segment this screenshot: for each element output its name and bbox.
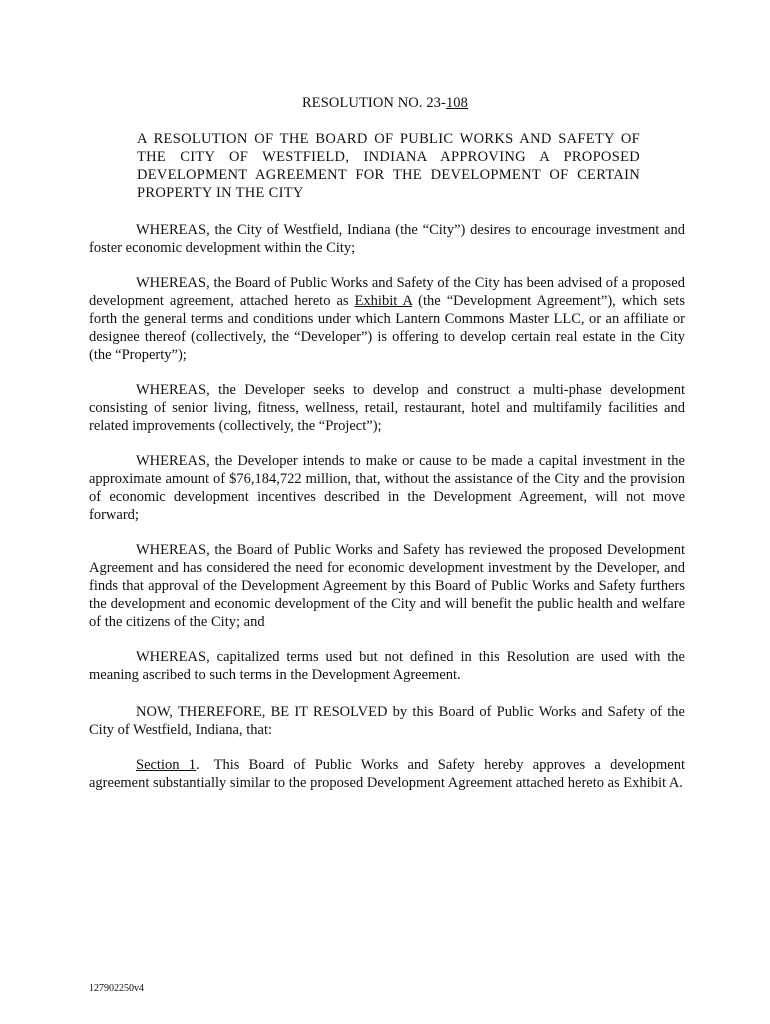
resolution-title [0,94,770,112]
whereas-paragraph-4: WHEREAS, the Developer intends to make or cause to be made a capital investment in the approximate amount of $76,184,722 million, that, without the assistance of the City and the provision of economic development incentives described in the Development Agreement, will not move forward; [89,453,685,523]
whereas-paragraph-6: WHEREAS, capitalized terms used but not defined in this Resolution are used with the meaning ascribed to such terms in the Development Agreement. [89,649,685,683]
document-footer-code: 127902250v4 [89,983,144,994]
whereas-paragraph-5: WHEREAS, the Board of Public Works and Safety has reviewed the proposed Development Agreement and has considered the need for economic development investment by the Developer, and finds that approval of the Development Agreement by this Board of Public Works and Safety furthers the development and economic development of the City and will benefit the public health and welfare of the citizens of the City; and [89,542,685,630]
section-1-punct: . [196,757,200,773]
whereas-paragraph-2 [89,274,685,364]
whereas-paragraph-1: WHEREAS, the City of Westfield, Indiana (the “City”) desires to encourage investment and foster economic development within the City; [89,222,685,256]
paragraph-2-text-after: (the “Development Agreement”), which sets forth the general terms and conditions under which Lantern Commons Master LLC, or an affiliate or designee thereof (collectively, the “Developer”) is offering to develop certain real estate in the City (the “Property”); [89,293,685,363]
resolved-paragraph: NOW, THEREFORE, BE IT RESOLVED by this Board of Public Works and Safety of the City of Westfield, Indiana, that: [89,704,685,738]
title-prefix: RESOLUTION NO. 23- [301,95,446,111]
whereas-paragraph-3: WHEREAS, the Developer seeks to develop and construct a multi-phase development consisting of senior living, fitness, wellness, retail, restaurant, hotel and multifamily facilities and related improvements (collectively, the “Project”); [89,382,685,434]
section-1-paragraph [89,756,685,792]
exhibit-a-reference: Exhibit A [354,293,413,309]
section-1-label: Section 1 [136,757,197,773]
section-1-text: This Board of Public Works and Safety hereby approves a development agreement substantially similar to the proposed Development Agreement attached hereto as Exhibit A. [89,757,685,791]
paragraph-2-text-before: WHEREAS, the Board of Public Works and Safety of the City has been advised of a proposed development agreement, attached hereto as [89,275,685,309]
resolution-heading: A RESOLUTION OF THE BOARD OF PUBLIC WORKS AND SAFETY OF THE CITY OF WESTFIELD, INDIANA APPROVING A PROPOSED DEVELOPMENT AGREEMENT FOR THE DEVELOPMENT OF CERTAIN PROPERTY IN THE CITY [137,131,640,201]
resolution-number: 108 [445,95,469,111]
